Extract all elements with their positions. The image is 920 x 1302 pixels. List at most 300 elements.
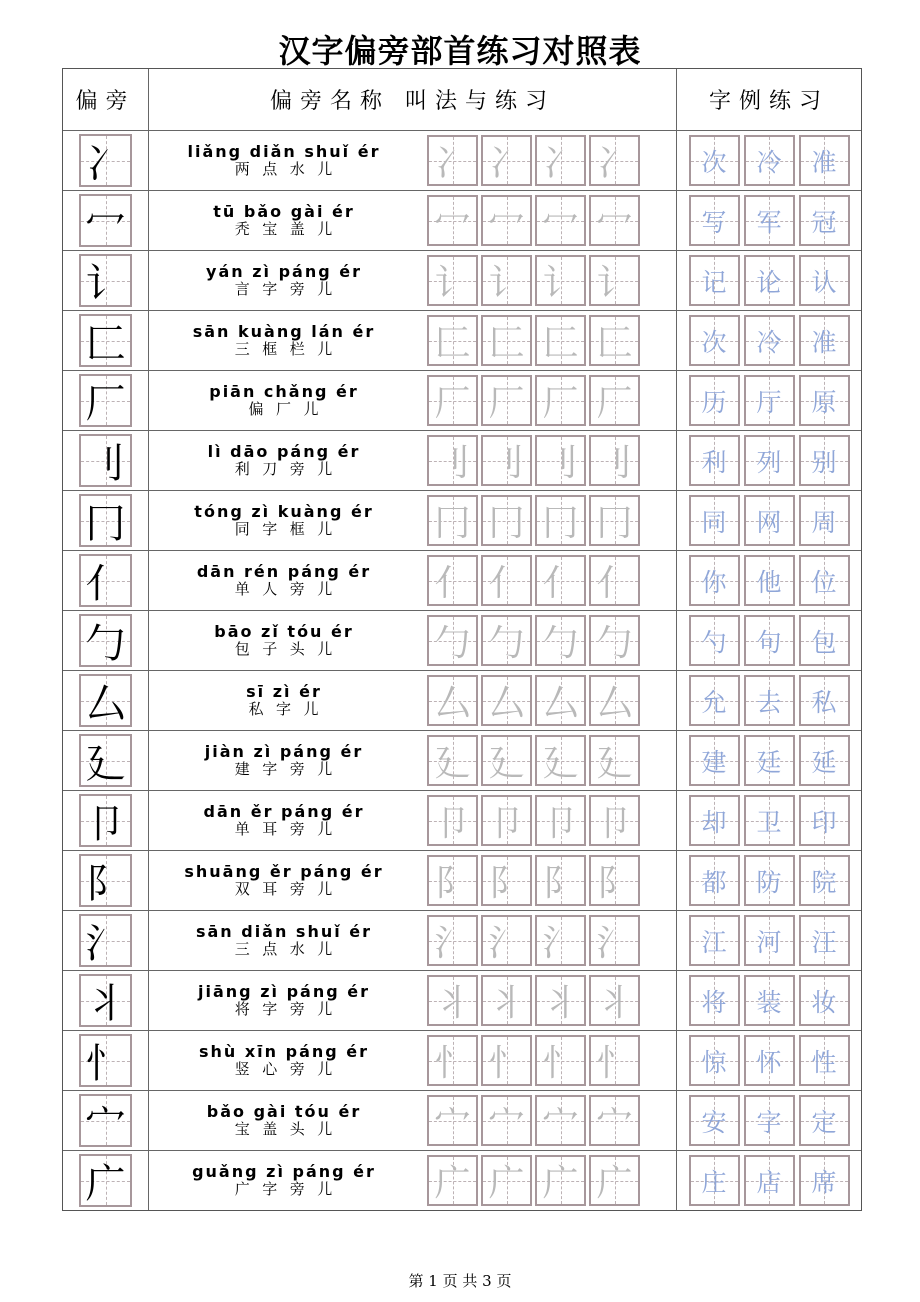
radical-name: 两 点 水 儿 — [234, 160, 334, 178]
trace-box — [427, 1095, 478, 1146]
example-box — [799, 555, 850, 606]
table-row — [63, 730, 861, 790]
example-cell — [677, 1031, 861, 1090]
trace-box — [427, 1035, 478, 1086]
example-box — [744, 135, 795, 186]
example-box — [744, 615, 795, 666]
example-box-char: 庄 — [701, 1167, 727, 1197]
header-examples: 字例练习 — [708, 89, 829, 114]
example-box — [689, 315, 740, 366]
example-box — [689, 735, 740, 786]
trace-box — [589, 255, 640, 306]
trace-practice-cell — [419, 1091, 677, 1150]
radical-name: 包 子 头 儿 — [234, 640, 334, 658]
radical-table — [62, 68, 862, 1211]
example-cell — [677, 431, 861, 490]
trace-box — [427, 675, 478, 726]
example-box — [689, 855, 740, 906]
example-box-char: 装 — [756, 987, 782, 1017]
trace-box — [589, 795, 640, 846]
radical-pinyin: tóng zì kuàng ér — [194, 502, 374, 521]
trace-box — [481, 435, 532, 486]
radical-name-cell — [149, 611, 419, 670]
example-cell — [677, 251, 861, 310]
radical-pinyin: lì dāo páng ér — [207, 442, 361, 461]
trace-box-char: 阝 — [488, 863, 525, 904]
example-cell — [677, 1151, 861, 1210]
radical-name-cell — [149, 311, 419, 370]
radical-name: 偏 厂 儿 — [248, 400, 320, 418]
radical-box-char: 冂 — [85, 501, 126, 547]
header-radical: 偏旁 — [63, 69, 149, 130]
header-name-practice: 偏旁名称 叫法与练习 — [149, 69, 677, 130]
trace-box — [535, 1155, 586, 1206]
example-box — [744, 855, 795, 906]
example-box-char: 汪 — [811, 927, 837, 957]
example-box-char: 惊 — [701, 1047, 727, 1077]
example-box — [799, 495, 850, 546]
example-cell — [677, 971, 861, 1030]
radical-box-char: 勹 — [85, 621, 126, 667]
trace-box — [535, 195, 586, 246]
example-box-char: 准 — [811, 147, 837, 177]
radical-box-char: 冖 — [85, 201, 126, 247]
trace-box-char: 厂 — [542, 383, 579, 424]
trace-box — [427, 375, 478, 426]
trace-practice-cell — [419, 371, 677, 430]
table-header — [63, 69, 861, 130]
trace-box — [535, 735, 586, 786]
trace-box-char: 讠 — [434, 263, 471, 304]
example-box-char: 次 — [701, 327, 727, 357]
trace-box-char: 广 — [434, 1163, 471, 1204]
trace-box-char: 冫 — [488, 143, 525, 184]
example-box-char: 廷 — [756, 747, 782, 777]
trace-box-char: 冂 — [542, 503, 579, 544]
table-row — [63, 250, 861, 310]
table-row — [63, 850, 861, 910]
radical-name: 单 人 旁 儿 — [234, 580, 334, 598]
trace-box — [535, 1035, 586, 1086]
radical-box-char: 阝 — [85, 861, 126, 907]
radical-name-cell — [149, 191, 419, 250]
radical-box — [79, 434, 132, 487]
trace-box-char: 忄 — [596, 1043, 633, 1084]
radical-cell — [63, 131, 149, 190]
radical-box-char: 广 — [85, 1161, 126, 1207]
trace-practice-cell — [419, 551, 677, 610]
trace-box — [535, 495, 586, 546]
radical-box — [79, 734, 132, 787]
trace-box — [535, 555, 586, 606]
example-box — [799, 1035, 850, 1086]
trace-box-char: 丬 — [488, 983, 525, 1024]
example-box — [799, 915, 850, 966]
example-box — [799, 975, 850, 1026]
radical-box — [79, 1154, 132, 1207]
radical-name-cell — [149, 251, 419, 310]
radical-cell — [63, 851, 149, 910]
example-box-char: 厅 — [756, 387, 782, 417]
trace-box-char: 勹 — [488, 623, 525, 664]
table-row — [63, 1030, 861, 1090]
example-box-char: 定 — [811, 1107, 837, 1137]
trace-box — [589, 915, 640, 966]
radical-box-char: 亻 — [85, 561, 126, 607]
example-box-char: 句 — [756, 627, 782, 657]
radical-name: 宝 盖 头 儿 — [234, 1120, 334, 1138]
trace-box-char: 宀 — [434, 1103, 471, 1144]
example-box — [744, 795, 795, 846]
example-box-char: 军 — [756, 207, 782, 237]
example-box — [744, 375, 795, 426]
trace-practice-cell — [419, 311, 677, 370]
radical-cell — [63, 251, 149, 310]
example-box — [689, 1155, 740, 1206]
trace-box-char: 冖 — [542, 203, 579, 244]
trace-box-char: 刂 — [488, 443, 525, 484]
example-cell — [677, 191, 861, 250]
trace-box — [481, 735, 532, 786]
trace-box-char: 厶 — [434, 683, 471, 724]
radical-cell — [63, 971, 149, 1030]
example-box — [799, 1155, 850, 1206]
trace-box-char: 阝 — [434, 863, 471, 904]
example-box — [799, 615, 850, 666]
radical-cell — [63, 731, 149, 790]
trace-box-char: 廴 — [488, 743, 525, 784]
example-box — [689, 375, 740, 426]
trace-box — [589, 135, 640, 186]
trace-practice-cell — [419, 1031, 677, 1090]
radical-name: 秃 宝 盖 儿 — [234, 220, 334, 238]
trace-box-char: 亻 — [542, 563, 579, 604]
radical-pinyin: jiàn zì páng ér — [204, 742, 364, 761]
example-box-char: 防 — [756, 867, 782, 897]
example-box-char: 席 — [811, 1167, 837, 1197]
radical-pinyin: tū bǎo gài ér — [213, 202, 355, 221]
trace-box — [427, 135, 478, 186]
example-box — [689, 675, 740, 726]
trace-practice-cell — [419, 911, 677, 970]
example-box-char: 允 — [701, 687, 727, 717]
radical-pinyin: bǎo gài tóu ér — [206, 1102, 362, 1121]
trace-box — [589, 975, 640, 1026]
example-box — [744, 1095, 795, 1146]
trace-box-char: 卩 — [488, 803, 525, 844]
table-row — [63, 490, 861, 550]
trace-box — [535, 375, 586, 426]
example-box-char: 冠 — [811, 207, 837, 237]
trace-box-char: 氵 — [542, 923, 579, 964]
example-box-char: 列 — [756, 447, 782, 477]
trace-box — [535, 135, 586, 186]
example-box-char: 字 — [756, 1107, 782, 1137]
radical-cell — [63, 671, 149, 730]
radical-name-cell — [149, 491, 419, 550]
example-cell — [677, 371, 861, 430]
radical-name: 将 字 旁 儿 — [234, 1000, 334, 1018]
trace-box-char: 厶 — [596, 683, 633, 724]
table-row — [63, 1150, 861, 1210]
example-cell — [677, 551, 861, 610]
radical-box — [79, 794, 132, 847]
radical-box — [79, 1034, 132, 1087]
trace-box-char: 冖 — [596, 203, 633, 244]
trace-practice-cell — [419, 851, 677, 910]
radical-name: 双 耳 旁 儿 — [234, 880, 334, 898]
trace-box-char: 阝 — [542, 863, 579, 904]
example-box — [689, 495, 740, 546]
trace-box — [589, 195, 640, 246]
trace-box-char: 匚 — [542, 323, 579, 364]
trace-box-char: 广 — [596, 1163, 633, 1204]
example-box — [799, 795, 850, 846]
example-box — [744, 195, 795, 246]
radical-name: 言 字 旁 儿 — [234, 280, 334, 298]
trace-box — [481, 315, 532, 366]
example-box — [689, 135, 740, 186]
trace-box — [481, 975, 532, 1026]
trace-box — [589, 555, 640, 606]
trace-box — [427, 855, 478, 906]
trace-box — [427, 735, 478, 786]
trace-box — [589, 855, 640, 906]
example-box — [689, 195, 740, 246]
example-box-char: 你 — [701, 567, 727, 597]
trace-box-char: 氵 — [434, 923, 471, 964]
trace-box — [589, 435, 640, 486]
example-box — [799, 315, 850, 366]
trace-practice-cell — [419, 611, 677, 670]
trace-box-char: 勹 — [434, 623, 471, 664]
radical-box-char: 讠 — [85, 261, 126, 307]
example-box-char: 都 — [701, 867, 727, 897]
trace-box-char: 忄 — [434, 1043, 471, 1084]
trace-box — [481, 915, 532, 966]
radical-cell — [63, 431, 149, 490]
example-box-char: 包 — [811, 627, 837, 657]
example-box-char: 私 — [811, 687, 837, 717]
example-box-char: 网 — [756, 507, 782, 537]
radical-pinyin: shù xīn páng ér — [198, 1042, 370, 1061]
trace-box — [481, 1095, 532, 1146]
trace-box-char: 宀 — [596, 1103, 633, 1144]
trace-box-char: 丬 — [596, 983, 633, 1024]
radical-box — [79, 374, 132, 427]
trace-box-char: 阝 — [596, 863, 633, 904]
trace-box-char: 冫 — [434, 143, 471, 184]
trace-box — [535, 975, 586, 1026]
radical-cell — [63, 1091, 149, 1150]
radical-box-char: 厂 — [85, 381, 126, 427]
trace-box-char: 讠 — [542, 263, 579, 304]
radical-pinyin: guǎng zì páng ér — [192, 1162, 376, 1181]
example-box — [744, 735, 795, 786]
trace-box — [589, 675, 640, 726]
example-box — [799, 255, 850, 306]
example-box-char: 利 — [701, 447, 727, 477]
radical-pinyin: yán zì páng ér — [206, 262, 362, 281]
example-box-char: 院 — [811, 867, 837, 897]
trace-practice-cell — [419, 731, 677, 790]
radical-name-cell — [149, 851, 419, 910]
trace-box — [427, 495, 478, 546]
example-box — [799, 735, 850, 786]
trace-box — [427, 315, 478, 366]
example-box-char: 性 — [811, 1047, 837, 1077]
example-box-char: 怀 — [756, 1047, 782, 1077]
example-cell — [677, 671, 861, 730]
example-box-char: 写 — [701, 207, 727, 237]
radical-name-cell — [149, 911, 419, 970]
trace-box-char: 厶 — [542, 683, 579, 724]
trace-box-char: 厂 — [596, 383, 633, 424]
table-row — [63, 430, 861, 490]
example-box — [689, 795, 740, 846]
trace-box — [481, 375, 532, 426]
example-box — [799, 855, 850, 906]
trace-box-char: 丬 — [542, 983, 579, 1024]
radical-box — [79, 554, 132, 607]
trace-box-char: 亻 — [596, 563, 633, 604]
radical-name: 三 框 栏 儿 — [234, 340, 334, 358]
radical-name-cell — [149, 131, 419, 190]
trace-practice-cell — [419, 431, 677, 490]
trace-box-char: 廴 — [434, 743, 471, 784]
trace-box-char: 亻 — [434, 563, 471, 604]
example-box-char: 江 — [701, 927, 727, 957]
trace-box-char: 讠 — [596, 263, 633, 304]
radical-name-cell — [149, 791, 419, 850]
example-box — [744, 1035, 795, 1086]
trace-box — [481, 795, 532, 846]
example-box — [744, 495, 795, 546]
radical-name: 竖 心 旁 儿 — [234, 1060, 334, 1078]
radical-box — [79, 494, 132, 547]
trace-box — [481, 555, 532, 606]
example-box — [744, 435, 795, 486]
radical-pinyin: bāo zǐ tóu ér — [214, 622, 354, 641]
trace-box — [427, 915, 478, 966]
radical-cell — [63, 191, 149, 250]
radical-name-cell — [149, 371, 419, 430]
trace-box-char: 冫 — [596, 143, 633, 184]
example-box-char: 次 — [701, 147, 727, 177]
table-row — [63, 910, 861, 970]
trace-box-char: 厂 — [434, 383, 471, 424]
trace-box — [589, 1035, 640, 1086]
trace-box-char: 廴 — [542, 743, 579, 784]
example-box-char: 却 — [701, 807, 727, 837]
trace-box-char: 忄 — [488, 1043, 525, 1084]
example-box-char: 他 — [756, 567, 782, 597]
example-box-char: 别 — [811, 447, 837, 477]
radical-pinyin: dān ěr páng ér — [203, 802, 365, 821]
example-box-char: 原 — [811, 387, 837, 417]
table-row — [63, 370, 861, 430]
example-box-char: 冷 — [756, 327, 782, 357]
table-row — [63, 670, 861, 730]
radical-name-cell — [149, 1031, 419, 1090]
example-box — [689, 1035, 740, 1086]
radical-name-cell — [149, 1151, 419, 1210]
trace-box-char: 刂 — [434, 443, 471, 484]
trace-box — [535, 315, 586, 366]
example-box — [689, 255, 740, 306]
example-box — [689, 555, 740, 606]
example-box-char: 将 — [701, 987, 727, 1017]
trace-box — [535, 1095, 586, 1146]
radical-name: 同 字 框 儿 — [234, 520, 334, 538]
radical-name: 广 字 旁 儿 — [234, 1180, 334, 1198]
example-box — [689, 975, 740, 1026]
example-box — [689, 915, 740, 966]
trace-box-char: 匚 — [596, 323, 633, 364]
example-box-char: 同 — [701, 507, 727, 537]
example-box-char: 建 — [701, 747, 727, 777]
radical-name: 单 耳 旁 儿 — [234, 820, 334, 838]
example-box — [689, 435, 740, 486]
example-cell — [677, 611, 861, 670]
example-box-char: 准 — [811, 327, 837, 357]
trace-practice-cell — [419, 1151, 677, 1210]
table-row — [63, 190, 861, 250]
example-box — [744, 255, 795, 306]
radical-pinyin: sān kuàng lán ér — [192, 322, 376, 341]
example-box — [799, 195, 850, 246]
example-box — [744, 555, 795, 606]
trace-box — [589, 495, 640, 546]
radical-pinyin: liǎng diǎn shuǐ ér — [187, 142, 381, 161]
trace-box-char: 冂 — [596, 503, 633, 544]
trace-box-char: 丬 — [434, 983, 471, 1024]
trace-box-char: 廴 — [596, 743, 633, 784]
page-footer: 第 1 页 共 3 页 — [408, 1272, 512, 1290]
trace-box — [427, 795, 478, 846]
example-box-char: 河 — [756, 927, 782, 957]
trace-box-char: 宀 — [488, 1103, 525, 1144]
radical-box — [79, 134, 132, 187]
radical-pinyin: dān rén páng ér — [196, 562, 372, 581]
example-box — [799, 375, 850, 426]
radical-name: 建 字 旁 儿 — [234, 760, 334, 778]
radical-box — [79, 194, 132, 247]
trace-box — [481, 255, 532, 306]
radical-box-char: 卩 — [85, 801, 126, 847]
trace-practice-cell — [419, 191, 677, 250]
radical-cell — [63, 911, 149, 970]
trace-box — [589, 315, 640, 366]
radical-name-cell — [149, 971, 419, 1030]
table-row — [63, 1090, 861, 1150]
trace-box — [427, 555, 478, 606]
radical-cell — [63, 791, 149, 850]
radical-cell — [63, 1031, 149, 1090]
example-cell — [677, 911, 861, 970]
example-box-char: 勺 — [701, 627, 727, 657]
example-box-char: 卫 — [756, 807, 782, 837]
trace-practice-cell — [419, 971, 677, 1030]
example-box-char: 论 — [756, 267, 782, 297]
trace-box-char: 冂 — [488, 503, 525, 544]
trace-box — [481, 495, 532, 546]
trace-box — [427, 615, 478, 666]
trace-box-char: 亻 — [488, 563, 525, 604]
trace-box — [589, 1155, 640, 1206]
trace-box-char: 卩 — [596, 803, 633, 844]
radical-box-char: 刂 — [85, 441, 126, 487]
